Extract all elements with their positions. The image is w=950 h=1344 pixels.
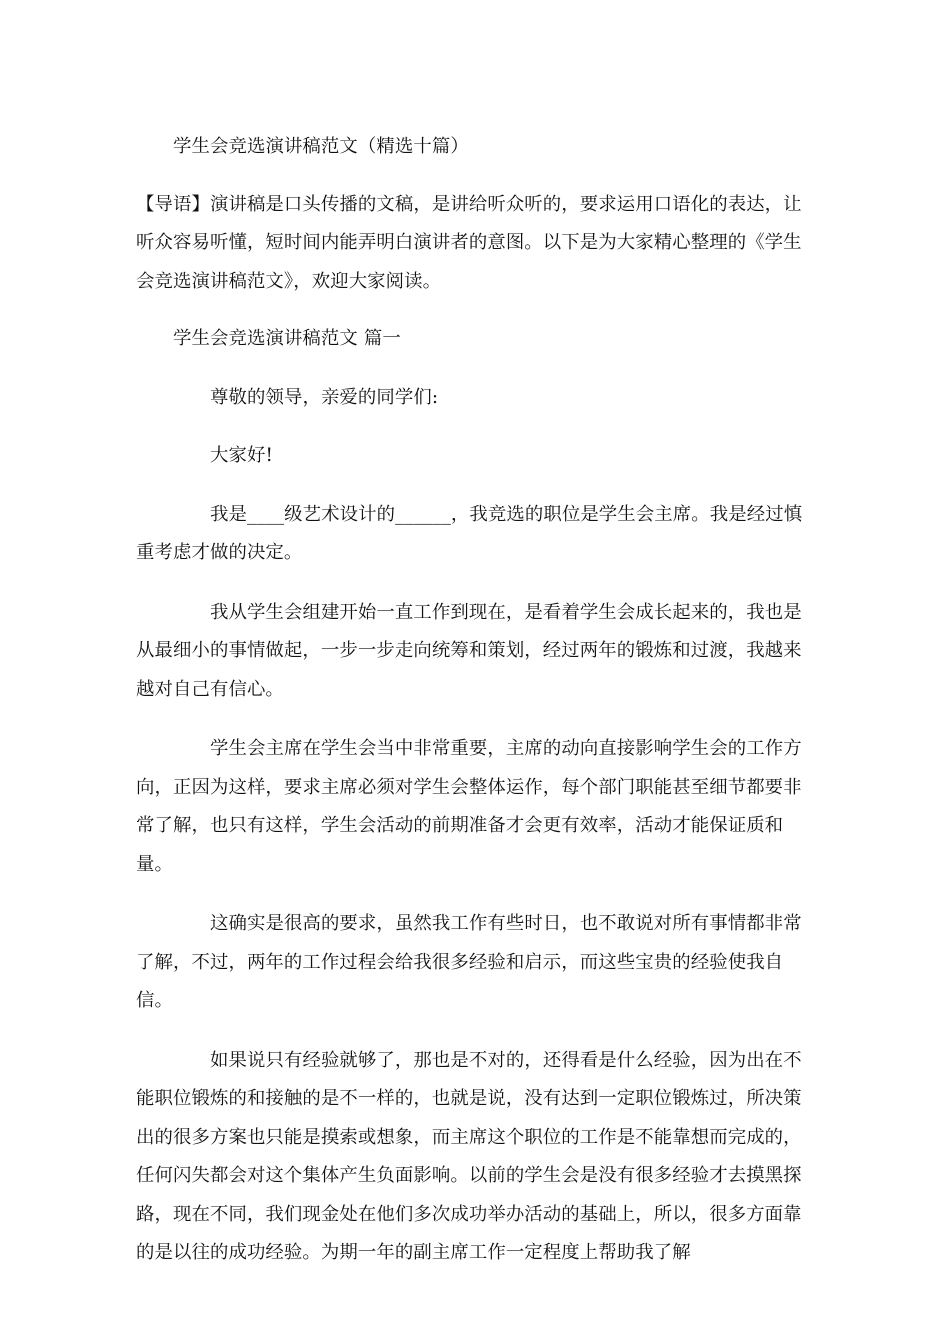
body-paragraph-4: 这确实是很高的要求，虽然我工作有些时日，也不敢说对所有事情都非常了解，不过，两年的工作过程会给我很多经验和启示，而这些宝贵的经验使我自信。 [136,913,802,1011]
greeting: 大家好! [210,445,273,466]
section-title: 学生会竞选演讲稿范文 篇一 [173,328,401,349]
body-paragraph-1: 我是____级艺术设计的______，我竞选的职位是学生会主席。我是经过慎重考虑才做的决定。 [136,503,803,563]
body-paragraph-2: 我从学生会组建开始一直工作到现在，是看着学生会成长起来的，我也是从最细小的事情做起，一步一步走向统筹和策划，经过两年的锻炼和过渡，我越来越对自己有信心。 [136,601,802,700]
salutation: 尊敬的领导，亲爱的同学们: [210,386,439,408]
document-content [136,128,810,1294]
document-title: 学生会竞选演讲稿范文（精选十篇） [173,136,469,157]
body-paragraph-3: 学生会主席在学生会当中非常重要，主席的动向直接影响学生会的工作方向，正因为这样，要求主席必须对学生会整体运作，每个部门职能甚至细节都要非常了解，也只有这样，学生会活动的前期准备才会更有效率，活动才能保证质和量。 [136,738,802,875]
body-paragraph-5: 如果说只有经验就够了，那也是不对的，还得看是什么经验，因为出在不能职位锻炼的和接触的是不一样的，也就是说，没有达到一定职位锻炼过，所决策出的很多方案也只能是摸索或想象，而主席这个职位的工作是不能靠想而完成的，任何闪失都会对这个集体产生负面影响。以前的学生会是没有很多经验才去摸黑探路，现在不同，我们现金处在他们多次成功举办活动的基础上，所以，很多方面靠的是以往的成功经验。为期一年的副主席工作一定程度上帮助我了解 [136,1049,802,1263]
intro-paragraph: 【导语】演讲稿是口头传播的文稿，是讲给听众听的，要求运用口语化的表达，让听众容易听懂，短时间内能弄明白演讲者的意图。以下是为大家精心整理的《学生会竞选演讲稿范文》，欢迎大家阅读。 [136,193,802,292]
